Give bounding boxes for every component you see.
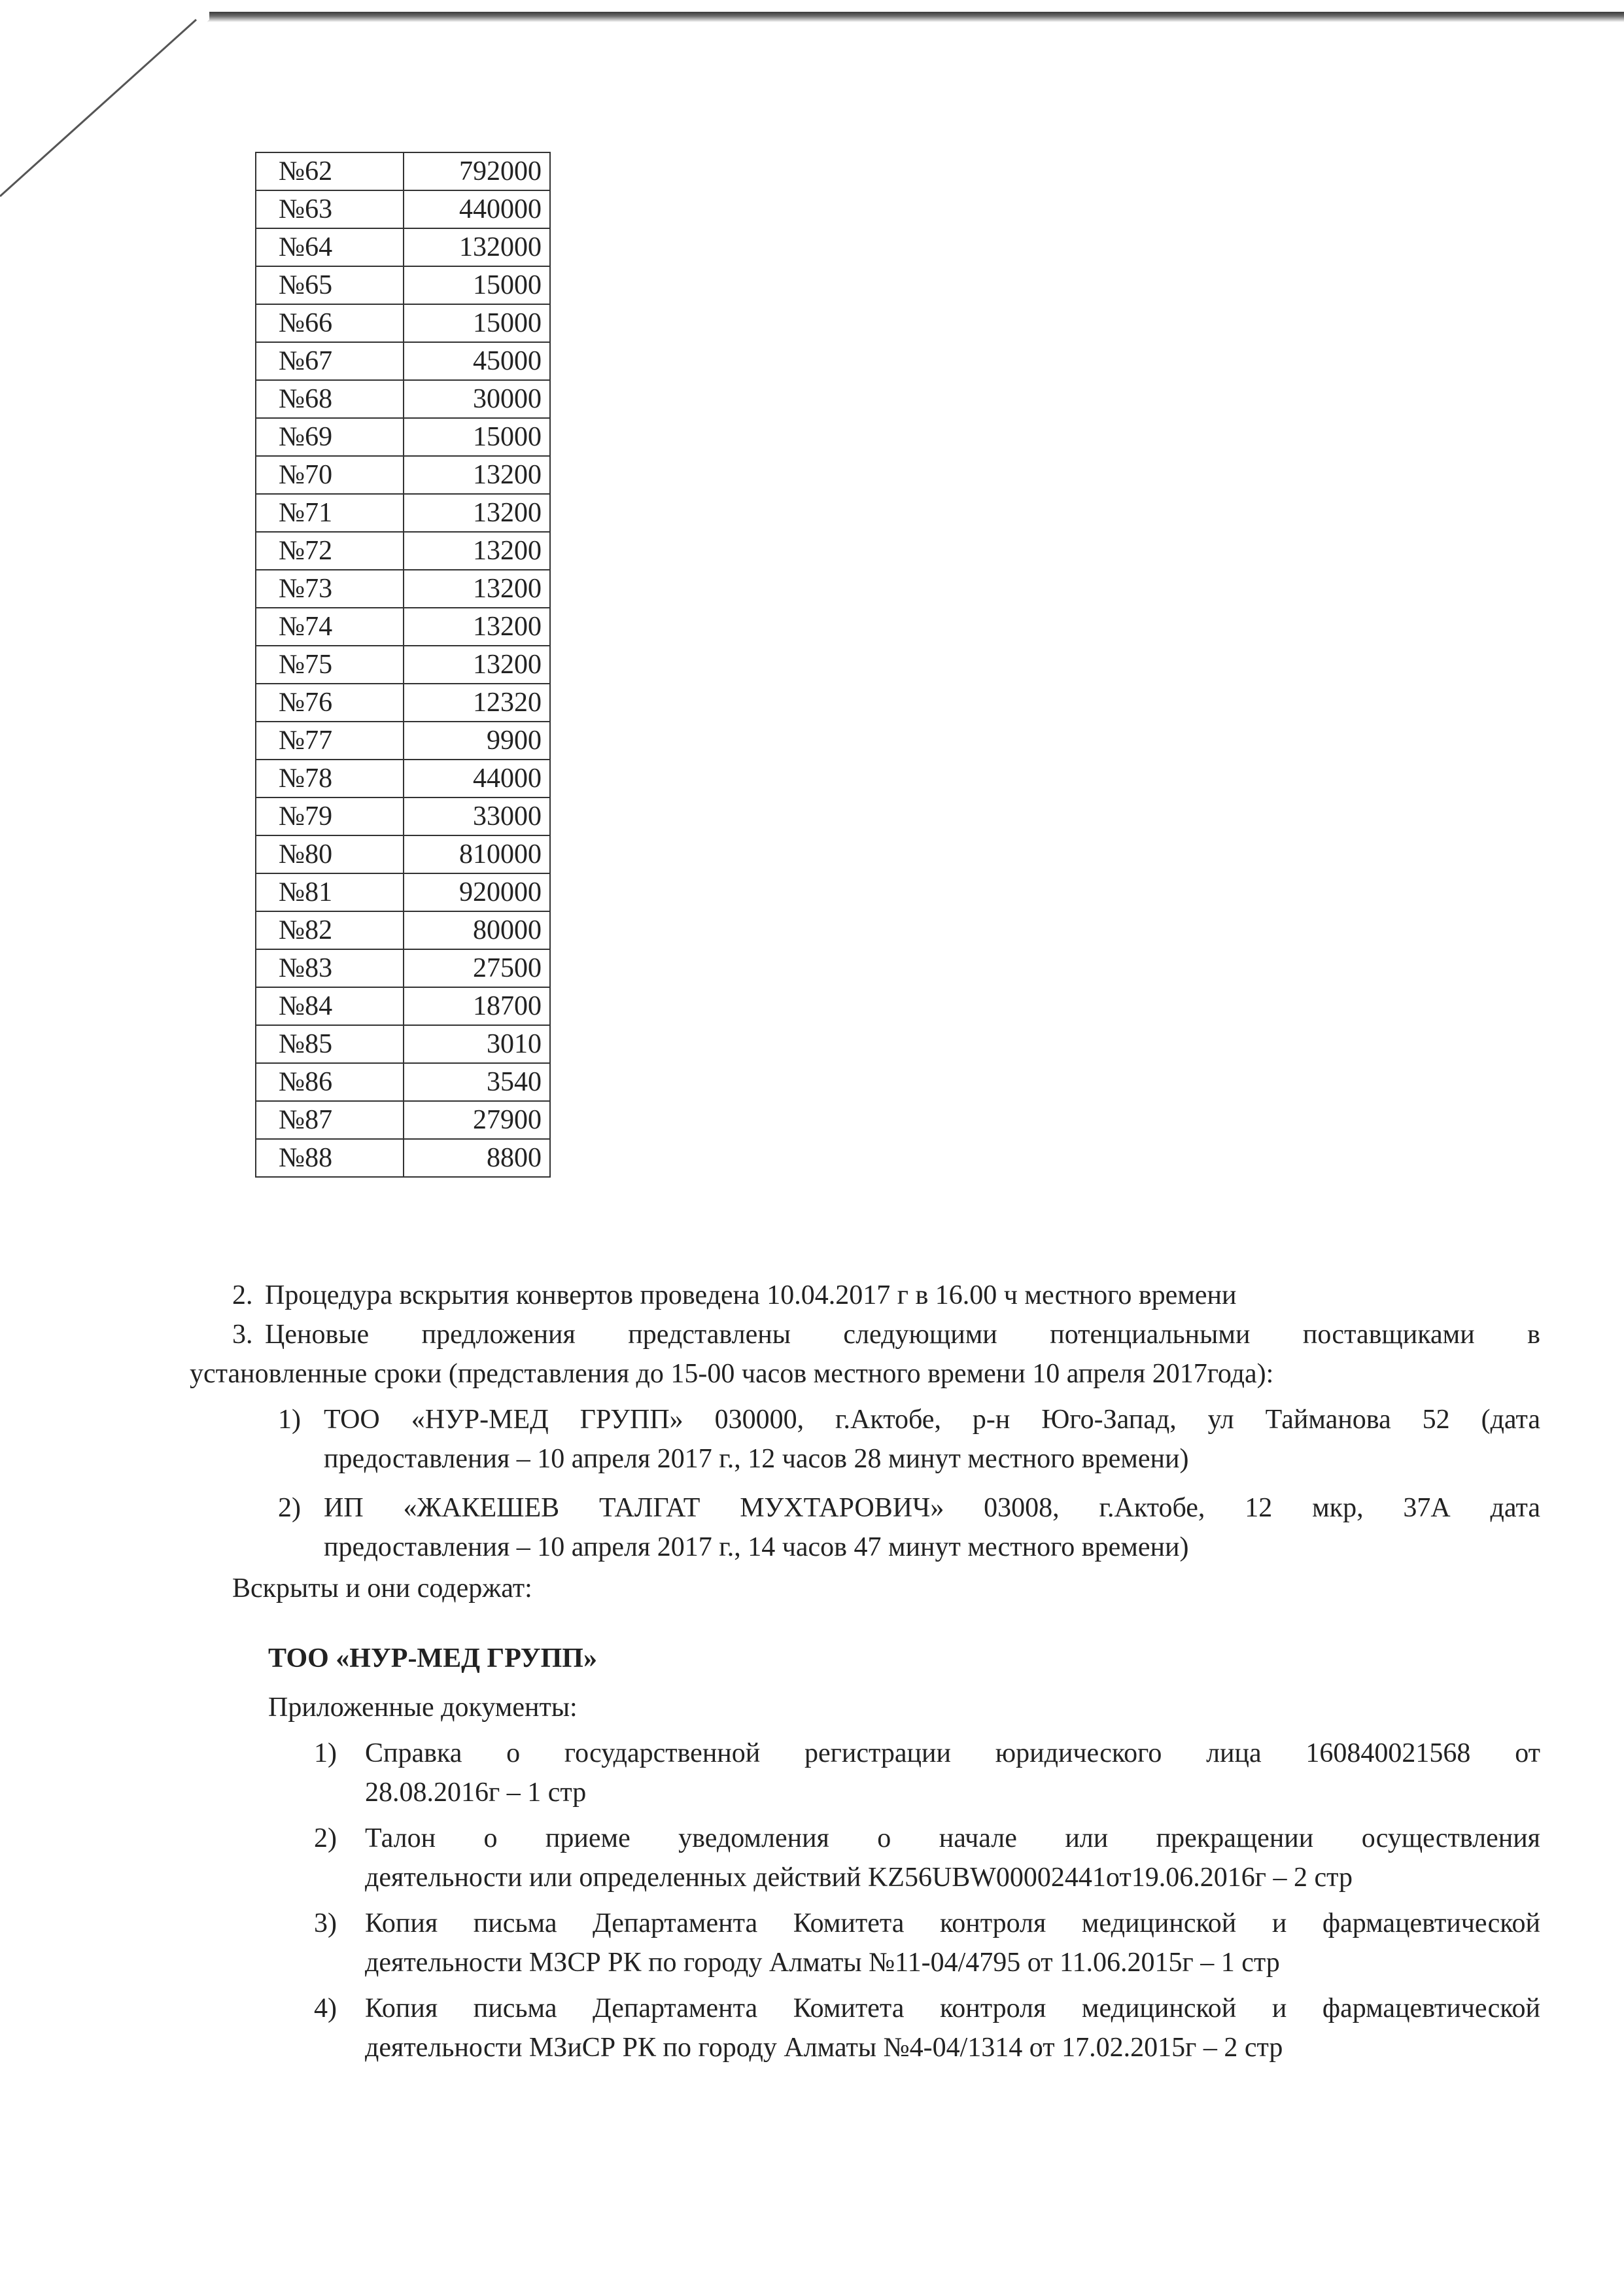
lot-number-cell: №68 (256, 380, 404, 418)
table-row (256, 304, 550, 342)
table-row (256, 835, 550, 873)
table-row (256, 1025, 550, 1063)
lot-number-cell: №63 (256, 190, 404, 228)
company-heading: ТОО «НУР-МЕД ГРУПП» (268, 1643, 597, 1673)
table-row (256, 190, 550, 228)
lot-number-cell: №62 (256, 152, 404, 190)
supplier-2-line-2: предоставления – 10 апреля 2017 г., 14 часов 47 минут местного времени) (324, 1532, 1189, 1562)
lot-number-cell: №84 (256, 987, 404, 1025)
lot-number-cell: №66 (256, 304, 404, 342)
lot-number-cell: №73 (256, 570, 404, 608)
lot-amount-cell: 8800 (404, 1139, 550, 1177)
lot-amount-cell: 15000 (404, 418, 550, 456)
table-row (256, 797, 550, 835)
lot-amount-cell: 27500 (404, 949, 550, 987)
lot-amount-cell: 13200 (404, 570, 550, 608)
lot-amount-cell: 13200 (404, 532, 550, 570)
lot-number-cell: №72 (256, 532, 404, 570)
lot-amount-cell: 12320 (404, 684, 550, 722)
lot-amount-cell: 33000 (404, 797, 550, 835)
paragraph-3-number: 3. (232, 1320, 253, 1350)
lot-number-cell: №77 (256, 722, 404, 760)
lot-number-cell: №79 (256, 797, 404, 835)
lot-number-cell: №87 (256, 1101, 404, 1139)
lot-number-cell: №85 (256, 1025, 404, 1063)
lot-amount-cell: 440000 (404, 190, 550, 228)
lot-amount-cell: 810000 (404, 835, 550, 873)
table-row (256, 418, 550, 456)
table-row (256, 494, 550, 532)
scan-edge-shadow (196, 12, 1624, 22)
document-3-line-1: Копия письма Департамента Комитета контроля медицинской и фармацевтической (365, 1908, 1540, 1938)
paragraph-2-text: Процедура вскрытия конвертов проведена 10.04.2017 г в 16.00 ч местного времени (265, 1280, 1237, 1310)
supplier-2-line-1: ИП «ЖАКЕШЕВ ТАЛГАТ МУХТАРОВИЧ» 03008, г.Актобе, 12 мкр, 37А дата (324, 1493, 1540, 1523)
table-row (256, 380, 550, 418)
lot-amount-cell: 80000 (404, 911, 550, 949)
lot-amount-cell: 13200 (404, 646, 550, 684)
table-row (256, 911, 550, 949)
lot-number-cell: №65 (256, 266, 404, 304)
lot-amount-cell: 9900 (404, 722, 550, 760)
lot-number-cell: №81 (256, 873, 404, 911)
table-row (256, 570, 550, 608)
lot-number-cell: №86 (256, 1063, 404, 1101)
table-row (256, 722, 550, 760)
table-row (256, 608, 550, 646)
supplier-1-number: 1) (278, 1405, 301, 1435)
supplier-1-line-2: предоставления – 10 апреля 2017 г., 12 часов 28 минут местного времени) (324, 1444, 1189, 1474)
document-4-line-2: деятельности МЗиСР РК по городу Алматы №4-04/1314 от 17.02.2015г – 2 стр (365, 2033, 1283, 2063)
document-3-line-2: деятельности МЗСР РК по городу Алматы №11-04/4795 от 11.06.2015г – 1 стр (365, 1948, 1280, 1978)
supplier-1-line-1: ТОО «НУР-МЕД ГРУПП» 030000, г.Актобе, р-н Юго-Запад, ул Тайманова 52 (дата (324, 1405, 1540, 1435)
document-3-number: 3) (314, 1908, 337, 1938)
lot-number-cell: №70 (256, 456, 404, 494)
document-2-line-2: деятельности или определенных действий KZ56UBW00002441от19.06.2016г – 2 стр (365, 1863, 1353, 1893)
paragraph-3-line-2: установленные сроки (представления до 15-00 часов местного времени 10 апреля 2017года): (190, 1359, 1274, 1389)
lot-amount-cell: 3010 (404, 1025, 550, 1063)
supplier-2-number: 2) (278, 1493, 301, 1523)
lot-number-cell: №75 (256, 646, 404, 684)
table-row (256, 760, 550, 797)
lot-amount-cell: 44000 (404, 760, 550, 797)
lot-number-cell: №64 (256, 228, 404, 266)
table-row (256, 152, 550, 190)
document-4-number: 4) (314, 1993, 337, 2023)
lot-number-cell: №88 (256, 1139, 404, 1177)
lot-amount-cell: 13200 (404, 456, 550, 494)
table-row (256, 873, 550, 911)
document-1-line-2: 28.08.2016г – 1 стр (365, 1778, 587, 1808)
lot-number-cell: №71 (256, 494, 404, 532)
document-1-line-1: Справка о государственной регистрации юридического лица 160840021568 от (365, 1738, 1540, 1768)
attached-documents-text: Приложенные документы: (268, 1692, 578, 1723)
table-row (256, 987, 550, 1025)
lot-amount-cell: 18700 (404, 987, 550, 1025)
lot-amount-cell: 15000 (404, 266, 550, 304)
paragraph-2-number: 2. (232, 1280, 253, 1310)
lot-amount-cell: 132000 (404, 228, 550, 266)
lot-amounts-table (255, 152, 551, 1178)
attached-documents-label (268, 1688, 1249, 1727)
lot-amount-cell: 13200 (404, 608, 550, 646)
lot-amount-cell: 30000 (404, 380, 550, 418)
table-row (256, 228, 550, 266)
lot-amount-cell: 3540 (404, 1063, 550, 1101)
lot-number-cell: №76 (256, 684, 404, 722)
lot-number-cell: №69 (256, 418, 404, 456)
lot-amount-cell: 15000 (404, 304, 550, 342)
lot-amount-cell: 13200 (404, 494, 550, 532)
table-row (256, 949, 550, 987)
lot-number-cell: №83 (256, 949, 404, 987)
lot-number-cell: №67 (256, 342, 404, 380)
opened-text: Вскрыты и они содержат: (232, 1573, 532, 1603)
document-1-number: 1) (314, 1738, 337, 1768)
lot-amount-cell: 920000 (404, 873, 550, 911)
table-row (256, 266, 550, 304)
table-row (256, 532, 550, 570)
document-2-line-1: Талон о приеме уведомления о начале или прекращении осуществления (365, 1823, 1540, 1853)
paragraph-3-line-1: Ценовые предложения представлены следующими потенциальными поставщиками в (265, 1320, 1540, 1350)
table-row (256, 456, 550, 494)
lot-number-cell: №74 (256, 608, 404, 646)
document-2-number: 2) (314, 1823, 337, 1853)
lot-number-cell: №82 (256, 911, 404, 949)
table-row (256, 684, 550, 722)
table-row (256, 342, 550, 380)
table-row (256, 1139, 550, 1177)
lot-number-cell: №80 (256, 835, 404, 873)
lot-amount-cell: 27900 (404, 1101, 550, 1139)
lot-amount-cell: 792000 (404, 152, 550, 190)
lot-number-cell: №78 (256, 760, 404, 797)
table-row (256, 1101, 550, 1139)
lot-amount-cell: 45000 (404, 342, 550, 380)
table-row (256, 646, 550, 684)
table-row (256, 1063, 550, 1101)
document-4-line-1: Копия письма Департамента Комитета контроля медицинской и фармацевтической (365, 1993, 1540, 2023)
